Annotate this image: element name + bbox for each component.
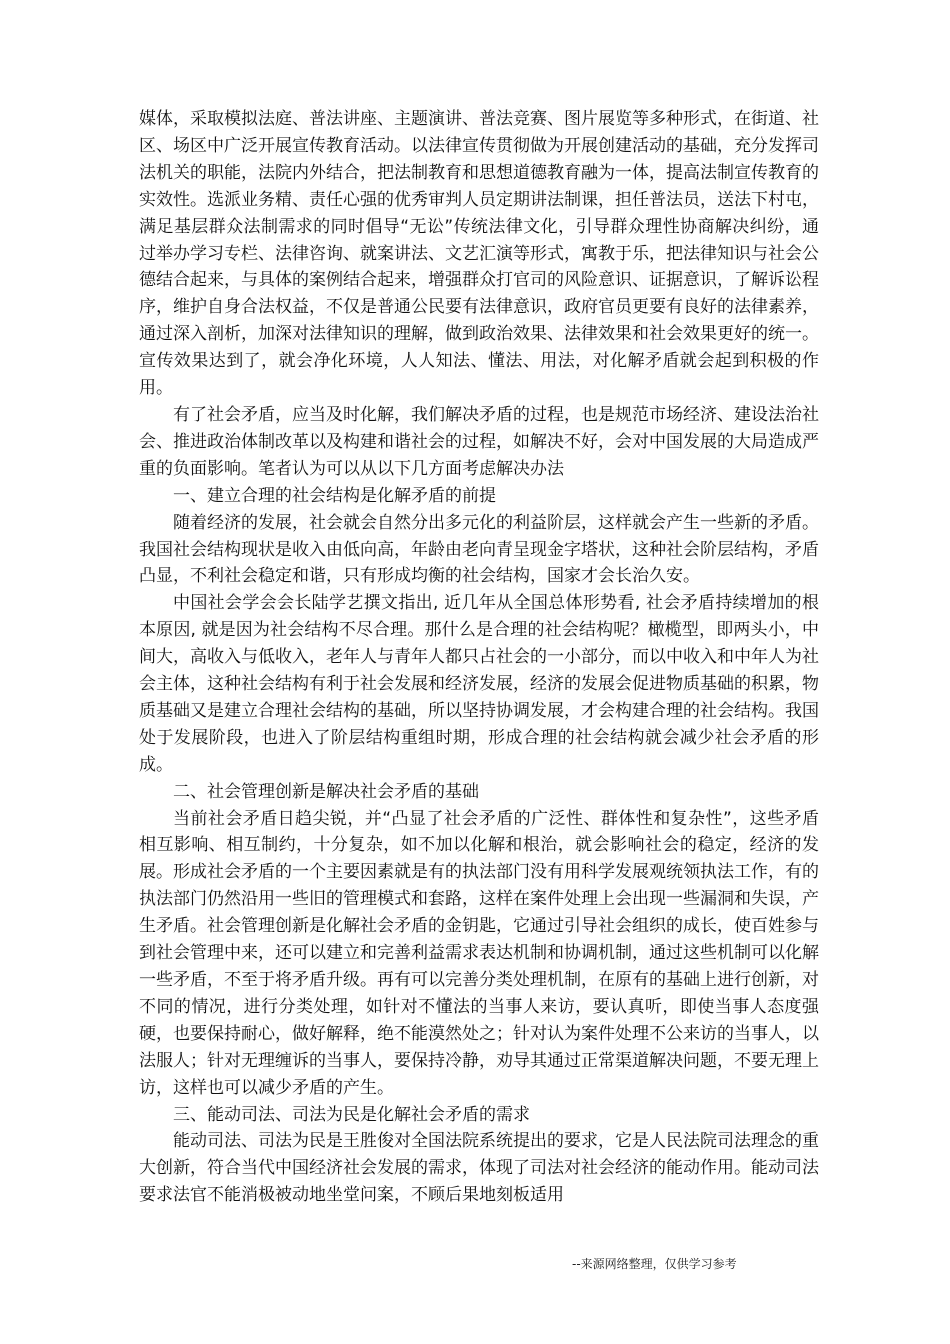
paragraph-olive-structure: 中国社会学会会长陆学艺撰文指出, 近几年从全国总体形势看, 社会矛盾持续增加的根本原因, 就是因为社会结构不尽合理。那什么是合理的社会结构呢？橄榄型，即两头小，中间大，高收入与低收入，老年人与青年人都只占社会的一小部分，而以中收入和中年人为社会主体，这种社会结构有利于社会发展和经济发展，经济的发展会促进物质基础的积累，物质基础又是建立合理社会结构的基础，所以坚持协调发展，才会构建合理的社会结构。我国处于发展阶段，也进入了阶层结构重组时期，形成合理的社会结构就会减少社会矛盾的形成。 — [139, 593, 819, 775]
document-body — [139, 106, 819, 1209]
paragraph-social-contradiction-intro: 有了社会矛盾，应当及时化解，我们解决矛盾的过程，也是规范市场经济、建设法治社会、推进政治体制改革以及构建和谐社会的过程，如解决不好，会对中国发展的大局造成严重的负面影响。笔者认为可以从以下几方面考虑解决办法 — [139, 404, 819, 479]
section-heading-1: 一、建立合理的社会结构是化解矛盾的前提 — [173, 485, 496, 506]
paragraph-active-justice: 能动司法、司法为民是王胜俊对全国法院系统提出的要求，它是人民法院司法理念的重大创新，符合当代中国经济社会发展的需求，体现了司法对社会经济的能动作用。能动司法要求法官不能消极被动地坐堂问案，不顾后果地刻板适用 — [139, 1131, 819, 1206]
source-footer-note: --来源网络整理，仅供学习参考 — [572, 1257, 737, 1271]
section-heading-2: 二、社会管理创新是解决社会矛盾的基础 — [173, 781, 479, 802]
paragraph-management-innovation: 当前社会矛盾日趋尖锐，并“凸显了社会矛盾的广泛性、群体性和复杂性”，这些矛盾相互影响、相互制约，十分复杂，如不加以化解和根治，就会影响社会的稳定，经济的发展。形成社会矛盾的一个主要因素就是有的执法部门没有用科学发展观统领执法工作，有的执法部门仍然沿用一些旧的管理模式和套路，这样在案件处理上会出现一些漏洞和失误，产生矛盾。社会管理创新是化解社会矛盾的金钥匙，它通过引导社会组织的成长，使百姓参与到社会管理中来，还可以建立和完善利益需求表达机制和协调机制，通过这些机制可以化解一些矛盾，不至于将矛盾升级。再有可以完善分类处理机制，在原有的基础上进行创新，对不同的情况，进行分类处理，如针对不懂法的当事人来访，要认真听，即使当事人态度强硬，也要保持耐心，做好解释，绝不能漠然处之；针对认为案件处理不公来访的当事人，以法服人；针对无理缠诉的当事人，要保持冷静，劝导其通过正常渠道解决问题，不要无理上访，这样也可以减少矛盾的产生。 — [139, 808, 819, 1098]
paragraph-continuation: 媒体，采取模拟法庭、普法讲座、主题演讲、普法竞赛、图片展览等多种形式，在街道、社区、场区中广泛开展宣传教育活动。以法律宣传贯彻做为开展创建活动的基础，充分发挥司法机关的职能，法院内外结合，把法制教育和思想道德教育融为一体，提高法制宣传教育的实效性。选派业务精、责任心强的优秀审判人员定期讲法制课，担任普法员，送法下村屯，满足基层群众法制需求的同时倡导“无讼”传统法律文化，引导群众理性协商解决纠纷，通过举办学习专栏、法律咨询、就案讲法、文艺汇演等形式，寓教于乐，把法律知识与社会公德结合起来，与具体的案例结合起来，增强群众打官司的风险意识、证据意识，了解诉讼程序，维护自身合法权益，不仅是普通公民要有法律意识，政府官员更要有良好的法律素养，通过深入剖析，加深对法律知识的理解，做到政治效果、法律效果和社会效果更好的统一。宣传效果达到了，就会净化环境，人人知法、懂法、用法，对化解矛盾就会起到积极的作用。 — [139, 109, 819, 399]
section-heading-3: 三、能动司法、司法为民是化解社会矛盾的需求 — [173, 1104, 530, 1125]
paragraph-social-strata: 随着经济的发展，社会就会自然分出多元化的利益阶层，这样就会产生一些新的矛盾。我国社会结构现状是收入由低向高，年龄由老向青呈现金字塔状，这种社会阶层结构，矛盾凸显，不利社会稳定和谐，只有形成均衡的社会结构，国家才会长治久安。 — [139, 512, 819, 587]
